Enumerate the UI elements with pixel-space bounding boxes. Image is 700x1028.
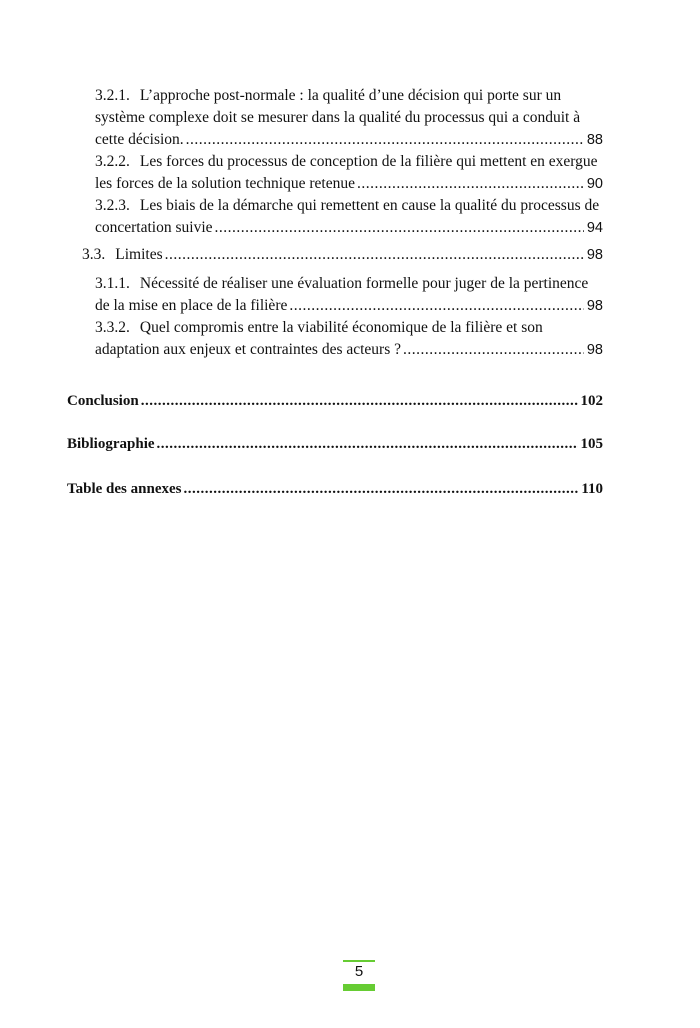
toc-entry-conclusion[interactable] bbox=[67, 390, 603, 412]
toc-page-number: 98 bbox=[586, 342, 603, 358]
leader-dots bbox=[289, 295, 584, 317]
toc-entry-line bbox=[67, 478, 603, 500]
toc-entry-table-des-annexes[interactable] bbox=[67, 478, 603, 500]
toc-entry-line bbox=[95, 173, 603, 195]
leader-dots bbox=[157, 433, 578, 455]
toc-entry-3-2-1[interactable] bbox=[95, 85, 603, 151]
footer-top-rule bbox=[343, 960, 375, 962]
toc-entry-3-2-2[interactable] bbox=[95, 151, 603, 195]
leader-dots bbox=[403, 339, 584, 361]
toc-entry-line bbox=[95, 151, 603, 173]
leader-dots bbox=[215, 217, 584, 239]
toc-entry-bibliographie[interactable] bbox=[67, 433, 603, 455]
toc-entry-line bbox=[95, 217, 603, 239]
toc-entry-line bbox=[95, 295, 603, 317]
toc-entry-title: Limites bbox=[115, 246, 163, 263]
toc-entry-line bbox=[95, 195, 603, 217]
toc-entry-title: Conclusion bbox=[67, 393, 139, 409]
toc-page-number: 105 bbox=[580, 436, 603, 452]
toc-page-number: 110 bbox=[581, 481, 603, 497]
toc-entry-line bbox=[95, 339, 603, 361]
toc-page-number: 88 bbox=[586, 132, 603, 148]
leader-dots bbox=[186, 129, 584, 151]
toc-page-number: 90 bbox=[586, 176, 603, 192]
toc-entry-title: Table des annexes bbox=[67, 481, 182, 497]
toc-entry-3-1-1[interactable] bbox=[95, 273, 603, 317]
toc-entry-line bbox=[67, 433, 603, 455]
toc-entry-title-last: concertation suivie bbox=[95, 219, 213, 236]
toc-entry-line bbox=[95, 129, 603, 151]
toc-entry-number: 3.3. bbox=[82, 246, 106, 263]
toc-entry-3-2-3[interactable] bbox=[95, 195, 603, 239]
toc-entry-number: 3.2.2. bbox=[95, 153, 130, 170]
toc-entry-line bbox=[95, 85, 603, 107]
toc-entry-title-cont: système complexe doit se mesurer dans la qualité du processus qui a conduit à bbox=[95, 109, 581, 126]
leader-dots bbox=[141, 390, 578, 412]
toc-entry-number: 3.1.1. bbox=[95, 275, 130, 292]
footer-accent-bar bbox=[343, 984, 375, 991]
page-number: 5 bbox=[354, 963, 364, 980]
toc-page-number: 102 bbox=[580, 393, 603, 409]
toc-entry-3-3-2[interactable] bbox=[95, 317, 603, 361]
toc-entry-number: 3.3.2. bbox=[95, 319, 130, 336]
toc-entry-title: Les forces du processus de conception de la filière qui mettent en exergue bbox=[139, 153, 598, 170]
toc-entry-line bbox=[82, 244, 603, 266]
leader-dots bbox=[183, 478, 578, 500]
leader-dots bbox=[165, 244, 584, 266]
toc-page-number: 98 bbox=[586, 298, 603, 314]
toc-entry-line bbox=[95, 107, 603, 129]
toc-page-number: 94 bbox=[586, 220, 603, 236]
toc-entry-number: 3.2.3. bbox=[95, 197, 130, 214]
toc-entry-title: Nécessité de réaliser une évaluation formelle pour juger de la pertinence bbox=[139, 275, 589, 292]
toc-page-number: 98 bbox=[586, 247, 603, 263]
toc-entry-line bbox=[95, 273, 603, 295]
toc-entry-title-last: les forces de la solution technique retenue bbox=[95, 175, 355, 192]
toc-entry-title: Bibliographie bbox=[67, 436, 155, 452]
toc-entry-title: Les biais de la démarche qui remettent en cause la qualité du processus de bbox=[139, 197, 600, 214]
leader-dots bbox=[357, 173, 584, 195]
toc-entry-title-last: cette décision. bbox=[95, 131, 184, 148]
toc-entry-title-last: adaptation aux enjeux et contraintes des acteurs ? bbox=[95, 341, 401, 358]
toc-entry-3-3[interactable] bbox=[82, 244, 603, 266]
toc-entry-title-last: de la mise en place de la filière bbox=[95, 297, 288, 314]
toc-entry-title: Quel compromis entre la viabilité économique de la filière et son bbox=[139, 319, 543, 336]
toc-entry-title: L’approche post-normale : la qualité d’une décision qui porte sur un bbox=[139, 87, 562, 104]
toc-entry-number: 3.2.1. bbox=[95, 87, 130, 104]
toc-entry-line bbox=[67, 390, 603, 412]
page-footer bbox=[343, 958, 375, 992]
toc-entry-line bbox=[95, 317, 603, 339]
